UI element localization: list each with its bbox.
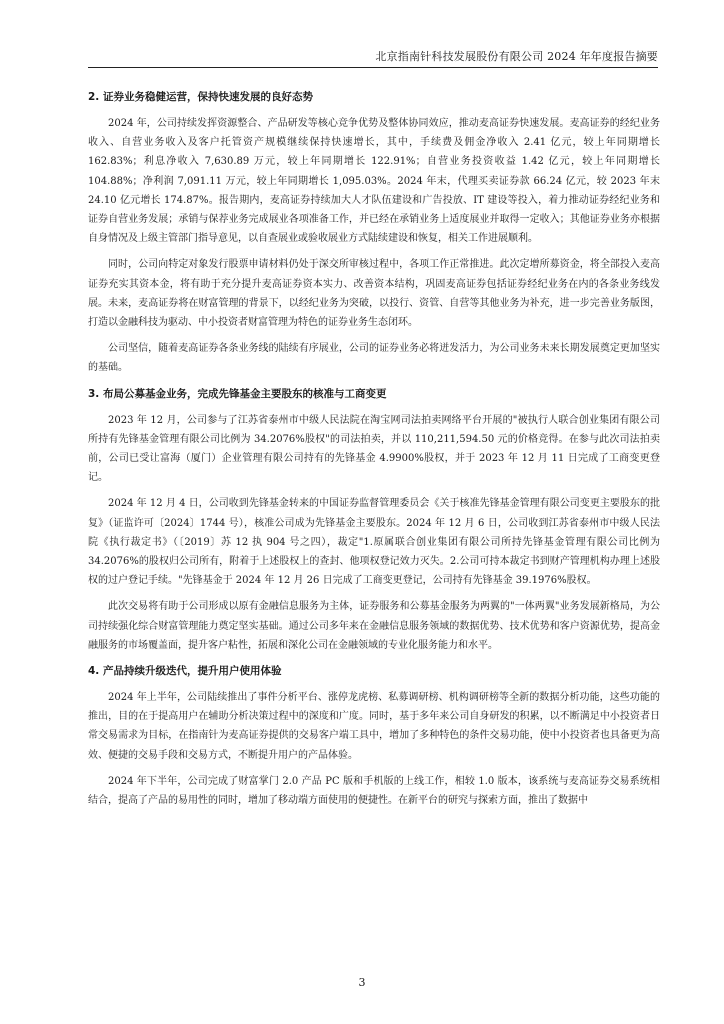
section-public-fund-business: [88, 385, 660, 655]
body-paragraph: 2024 年，公司持续发挥资源整合、产品研发等核心竞争优势及整体协同效应，推动麦高证券快速发展。麦高证券的经纪业务收入、自营业务收入及客户托管资产规模继续保持快速增长，其中，手续费及佣金净收入 2.41 亿元，较上年同期增长 162.83%；利息净收入 7,630.89 万元，较上年同期增长 122.91%；自营业务投资收益 1.42 亿元，较上年同期增长 104.88%；净利润 7,091.11 万元，较上年同期增长 1,095.03%。2024 年末，代理买卖证券款 66.24 亿元，较 2023 年末 24.10 亿元增长 174.87%。报告期内，麦高证券持续加大人才队伍建设和广告投放、IT 建设等投入，着力推动证券经纪业务和证券自营业务发展；承销与保荐业务完成展业各项准备工作，并已经在承销业务上适度展业并取得一定收入；其他证券业务亦根据自身情况及上级主管部门指导意见，以自查展业或验收展业方式陆续建设和恢复，相关工作进展顺利。: [88, 118, 660, 245]
running-header: 北京指南针科技发展股份有限公司 2024 年年度报告摘要: [375, 50, 658, 63]
section-heading: 2. 证券业务稳健运营，保持快速发展的良好态势: [88, 91, 313, 103]
section-securities-business: [88, 88, 660, 378]
section-heading: 4. 产品持续升级迭代，提升用户使用体验: [88, 665, 282, 678]
page-content: [88, 88, 660, 817]
body-paragraph: 同时，公司向特定对象发行股票申请材料仍处于深交所审核过程中，各项工作正常推进。此次定增所募资金，将全部投入麦高证券充实其资本金，将有助于充分提升麦高证券资本实力、改善资本结构，巩固麦高证券包括证券经纪业务在内的各条业务线发展。未来，麦高证券将在财富管理的背景下，以经纪业务为突破，以投行、资管、自营等其他业务为补充，进一步完善业务版图，打造以金融科技为驱动、中小投资者财富管理为特色的证券业务生态闭环。: [88, 259, 660, 329]
body-paragraph: 2023 年 12 月，公司参与了江苏省泰州市中级人民法院在淘宝网司法拍卖网络平台开展的"被执行人联合创业集团有限公司所持有先锋基金管理有限公司比例为 34.2076%股权"的司法拍卖，并以 110,211,594.50 元的价格竞得。在参与此次司法拍卖前，公司已受让富海（厦门）企业管理有限公司持有的先锋基金 4.9900%股权，并于 2023 年 12 月 11 日完成了工商变更登记。: [88, 414, 660, 484]
body-paragraph: 2024 年 12 月 4 日，公司收到先锋基金转来的中国证券监督管理委员会《关于核准先锋基金管理有限公司变更主要股东的批复》（证监许可〔2024〕1744 号），核准公司成为先锋基金主要股东。2024 年 12 月 6 日，公司收到江苏省泰州市中级人民法院《执行裁定书》（〔2019〕苏 12 执 904 号之四），裁定"1.原属联合创业集团有限公司所持先锋基金管理有限公司比例为 34.2076%的股权归公司所有，附着于上述股权上的查封、他项权登记效力灭失。2.公司可持本裁定书到财产管理机构办理上述股权的过户登记手续。"先锋基金于 2024 年 12 月 26 日完成了工商变更登记，公司持有先锋基金 39.1976%股权。: [88, 498, 660, 587]
body-paragraph: 2024 年下半年，公司完成了财富掌门 2.0 产品 PC 版和手机版的上线工作，相较 1.0 版本，该系统与麦高证券交易系统相结合，提高了产品的易用性的同时，增加了移动端方面使用的便捷性。在新平台的研究与探索方面，推出了数据中: [88, 775, 660, 807]
header-rule: [88, 67, 658, 68]
section-heading: 3. 布局公募基金业务，完成先锋基金主要股东的核准与工商变更: [88, 387, 387, 400]
page-number: 3: [358, 976, 366, 989]
body-paragraph: 公司坚信，随着麦高证券各条业务线的陆续有序展业，公司的证券业务必将迸发活力，为公司业务未来长期发展奠定更加坚实的基础。: [88, 343, 660, 374]
section-product-upgrade: [88, 662, 660, 810]
body-paragraph: 此次交易将有助于公司形成以原有金融信息服务为主体，证券服务和公募基金服务为两翼的"一体两翼"业务发展新格局，为公司持续强化综合财富管理能力奠定坚实基础。通过公司多年来在金融信息服务领域的数据优势、技术优势和客户资源优势，提高金融服务的市场覆盖面，提升客户粘性，拓展和深化公司在金融领域的专业化服务能力和水平。: [88, 601, 660, 651]
body-paragraph: 2024 年上半年，公司陆续推出了事件分析平台、涨停龙虎榜、私募调研榜、机构调研榜等全新的数据分析功能，这些功能的推出，目的在于提高用户在辅助分析决策过程中的深度和广度。同时，基于多年来公司自身研发的积累，以不断满足中小投资者日常交易需求为目标，在指南针为麦高证券提供的交易客户端工具中，增加了多种特色的条件交易功能，使中小投资者也具备更为高效、便捷的交易手段和交易方式，不断提升用户的产品体验。: [88, 692, 660, 761]
